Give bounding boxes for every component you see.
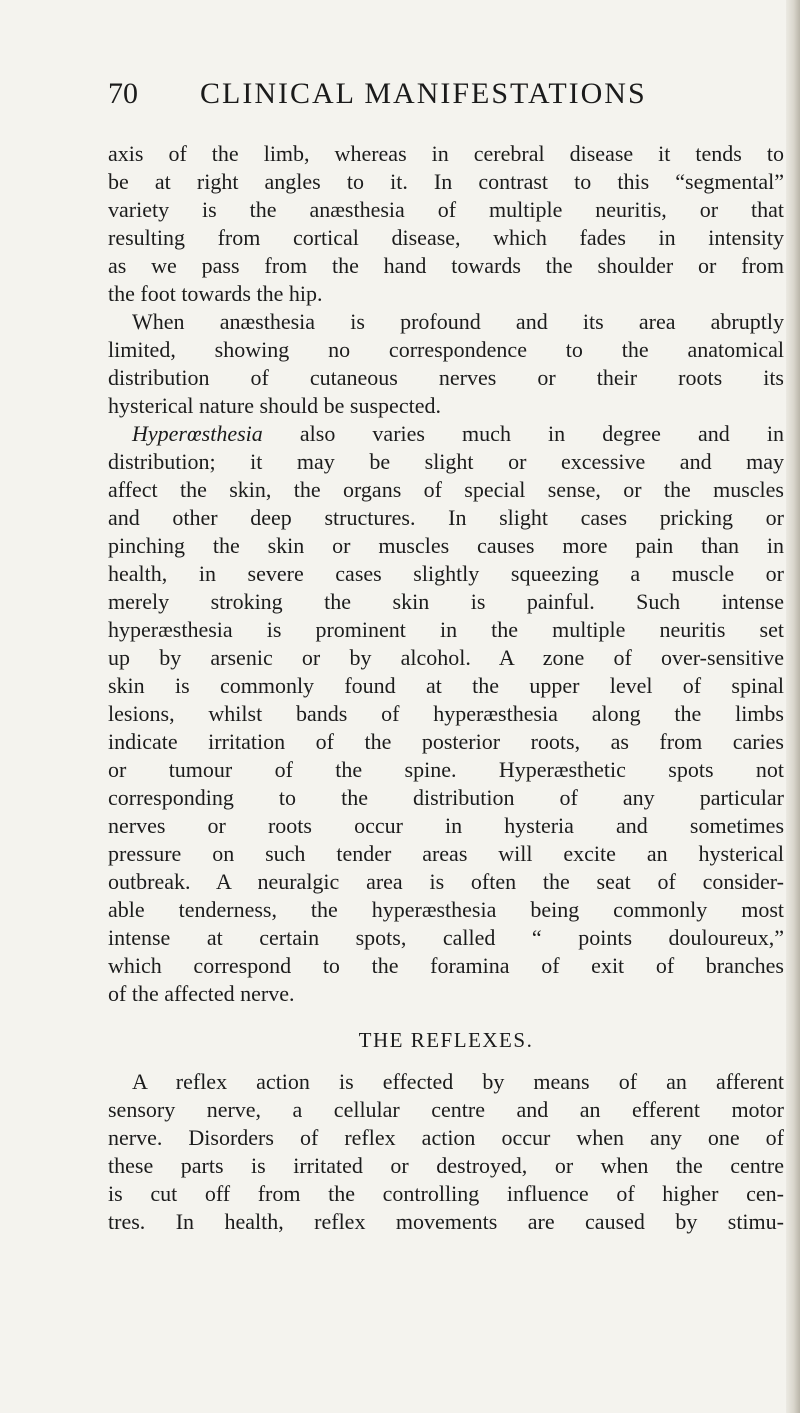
text-line: indicate irritation of the posterior roots, as from caries (108, 729, 784, 754)
text-line: hyperæsthesia is prominent in the multiple neuritis set (108, 617, 784, 642)
text-run: also varies much in degree and in (262, 421, 784, 446)
text-line: up by arsenic or by alcohol. A zone of over-sensitive (108, 645, 784, 670)
text-line: sensory nerve, a cellular centre and an efferent motor (108, 1097, 784, 1122)
text-line: nerve. Disorders of reflex action occur when any one of (108, 1125, 784, 1150)
text-line: pressure on such tender areas will excite an hysterical (108, 841, 784, 866)
text-line: tres. In health, reflex movements are caused by stimu- (108, 1209, 784, 1234)
text-line: resulting from cortical disease, which fades in intensity (108, 225, 784, 250)
text-line: pinching the skin or muscles causes more pain than in (108, 533, 784, 558)
running-head: CLINICAL MANIFESTATIONS (200, 77, 647, 110)
text-line: distribution of cutaneous nerves or their roots its (108, 365, 784, 390)
text-line: limited, showing no correspondence to the anatomical (108, 337, 784, 362)
text-line: or tumour of the spine. Hyperæsthetic spots not (108, 757, 784, 782)
paragraph-reflexes (108, 1068, 784, 1236)
text-line: the foot towards the hip. (108, 281, 323, 306)
text-line: able tenderness, the hyperæsthesia being commonly most (108, 897, 784, 922)
text-line: be at right angles to it. In contrast to this “segmental” (108, 169, 784, 194)
paragraph-segmental-anaesthesia (108, 140, 784, 308)
page-body (108, 140, 784, 1236)
paragraph-hyperaesthesia (108, 420, 784, 1008)
section-heading: THE REFLEXES. (358, 1028, 534, 1052)
text-line: When anæsthesia is profound and its area abruptly (132, 309, 784, 334)
text-line: health, in severe cases slightly squeezing a muscle or (108, 561, 784, 586)
text-line: of the affected nerve. (108, 981, 295, 1006)
text-line: skin is commonly found at the upper level of spinal (108, 673, 784, 698)
text-line: these parts is irritated or destroyed, or when the centre (108, 1153, 784, 1178)
page-header (108, 76, 778, 116)
text-line: nerves or roots occur in hysteria and sometimes (108, 813, 784, 838)
text-line: and other deep structures. In slight cases pricking or (108, 505, 784, 530)
text-line: outbreak. A neuralgic area is often the seat of consider- (108, 869, 784, 894)
italic-term: Hyperœsthesia (132, 421, 263, 446)
text-line: distribution; it may be slight or excessive and may (108, 449, 784, 474)
text-line: hysterical nature should be suspected. (108, 393, 441, 418)
text-line: is cut off from the controlling influence of higher cen- (108, 1181, 784, 1206)
text-line: A reflex action is effected by means of an afferent (132, 1069, 784, 1094)
text-line: intense at certain spots, called “ points douloureux,” (108, 925, 784, 950)
page-edge-shadow (786, 0, 800, 1413)
text-line: affect the skin, the organs of special sense, or the muscles (108, 477, 784, 502)
text-line: merely stroking the skin is painful. Such intense (108, 589, 784, 614)
text-line (108, 420, 784, 448)
text-line: which correspond to the foramina of exit of branches (108, 953, 784, 978)
text-line: axis of the limb, whereas in cerebral disease it tends to (108, 141, 784, 166)
paragraph-hysterical-anaesthesia (108, 308, 784, 420)
text-line: corresponding to the distribution of any particular (108, 785, 784, 810)
page-number: 70 (108, 77, 138, 110)
text-line: variety is the anæsthesia of multiple neuritis, or that (108, 197, 784, 222)
text-line: lesions, whilst bands of hyperæsthesia along the limbs (108, 701, 784, 726)
text-line: as we pass from the hand towards the shoulder or from (108, 253, 784, 278)
